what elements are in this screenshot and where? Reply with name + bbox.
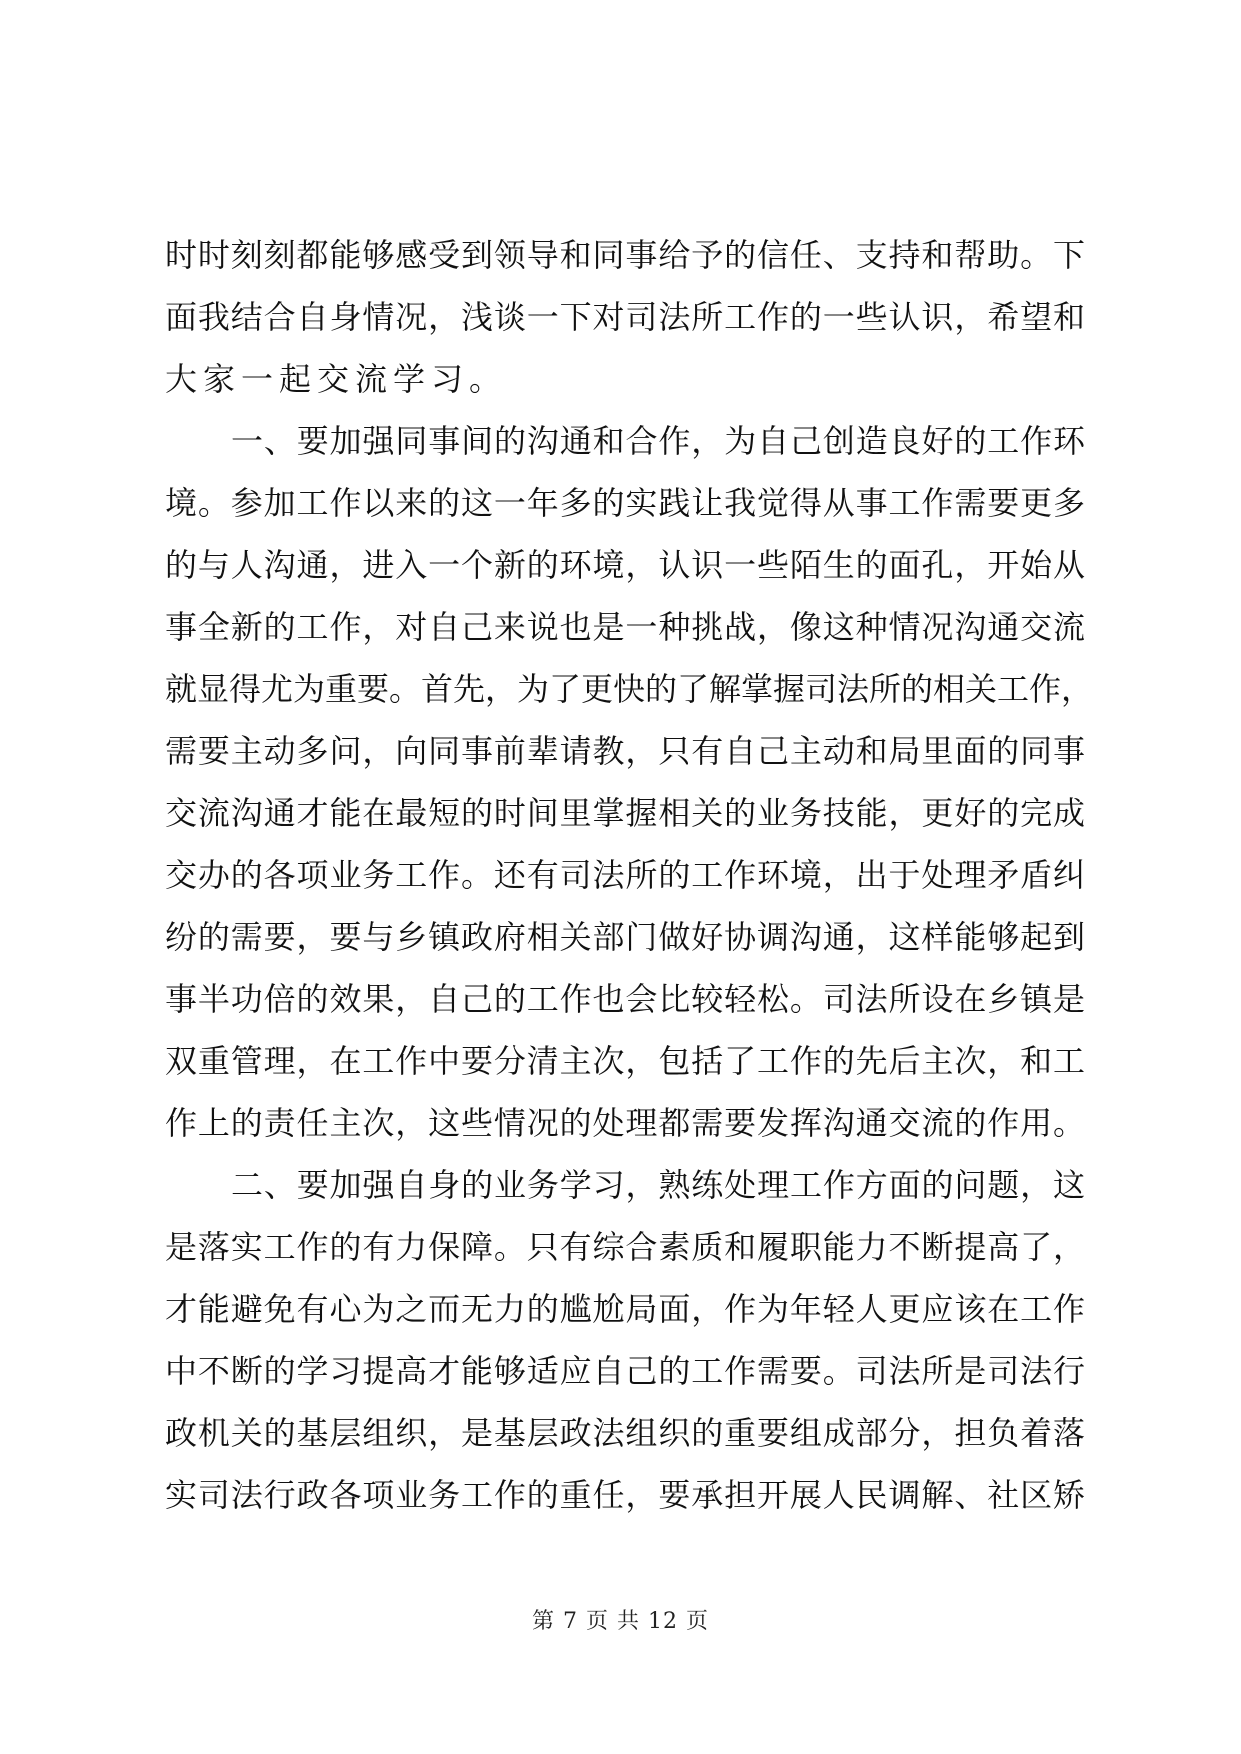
- page-number-footer: 第 7 页 共 12 页: [532, 1609, 709, 1634]
- text-line: 就显得尤为重要。首先，为了更快的了解掌握司法所的相关工作，: [165, 670, 1094, 708]
- text-line: 大家一起交流学习。: [165, 360, 508, 398]
- text-line: 实司法行政各项业务工作的重任，要承担开展人民调解、社区矫: [165, 1476, 1085, 1514]
- text-line: 的与人沟通，进入一个新的环境，认识一些陌生的面孔，开始从: [165, 546, 1085, 584]
- text-line: 中不断的学习提高才能够适应自己的工作需要。司法所是司法行: [165, 1352, 1085, 1390]
- text-line: 是落实工作的有力保障。只有综合素质和履职能力不断提高了，: [165, 1228, 1085, 1266]
- text-line: 交流沟通才能在最短的时间里掌握相关的业务技能，更好的完成: [165, 794, 1085, 832]
- paragraph-start-line: 二、要加强自身的业务学习，熟练处理工作方面的问题，这: [231, 1166, 1085, 1204]
- text-line: 交办的各项业务工作。还有司法所的工作环境，出于处理矛盾纠: [165, 856, 1085, 894]
- text-line: 纷的需要，要与乡镇政府相关部门做好协调沟通，这样能够起到: [165, 918, 1085, 956]
- text-line: 事半功倍的效果，自己的工作也会比较轻松。司法所设在乡镇是: [165, 980, 1085, 1018]
- text-line: 政机关的基层组织，是基层政法组织的重要组成部分，担负着落: [165, 1414, 1085, 1452]
- text-line: 需要主动多问，向同事前辈请教，只有自己主动和局里面的同事: [165, 732, 1085, 770]
- text-line: 才能避免有心为之而无力的尴尬局面，作为年轻人更应该在工作: [165, 1290, 1085, 1328]
- text-line: 时时刻刻都能够感受到领导和同事给予的信任、支持和帮助。下: [165, 236, 1085, 274]
- text-line: 作上的责任主次，这些情况的处理都需要发挥沟通交流的作用。: [165, 1104, 1085, 1142]
- paragraph-start-line: 一、要加强同事间的沟通和合作，为自己创造良好的工作环: [231, 422, 1085, 460]
- text-line: 事全新的工作，对自己来说也是一种挑战，像这种情况沟通交流: [165, 608, 1085, 646]
- body-text: [165, 224, 1094, 1526]
- text-line: 双重管理，在工作中要分清主次，包括了工作的先后主次，和工: [165, 1042, 1085, 1080]
- text-line: 境。参加工作以来的这一年多的实践让我觉得从事工作需要更多: [165, 484, 1085, 522]
- text-line: 面我结合自身情况，浅谈一下对司法所工作的一些认识，希望和: [165, 298, 1085, 336]
